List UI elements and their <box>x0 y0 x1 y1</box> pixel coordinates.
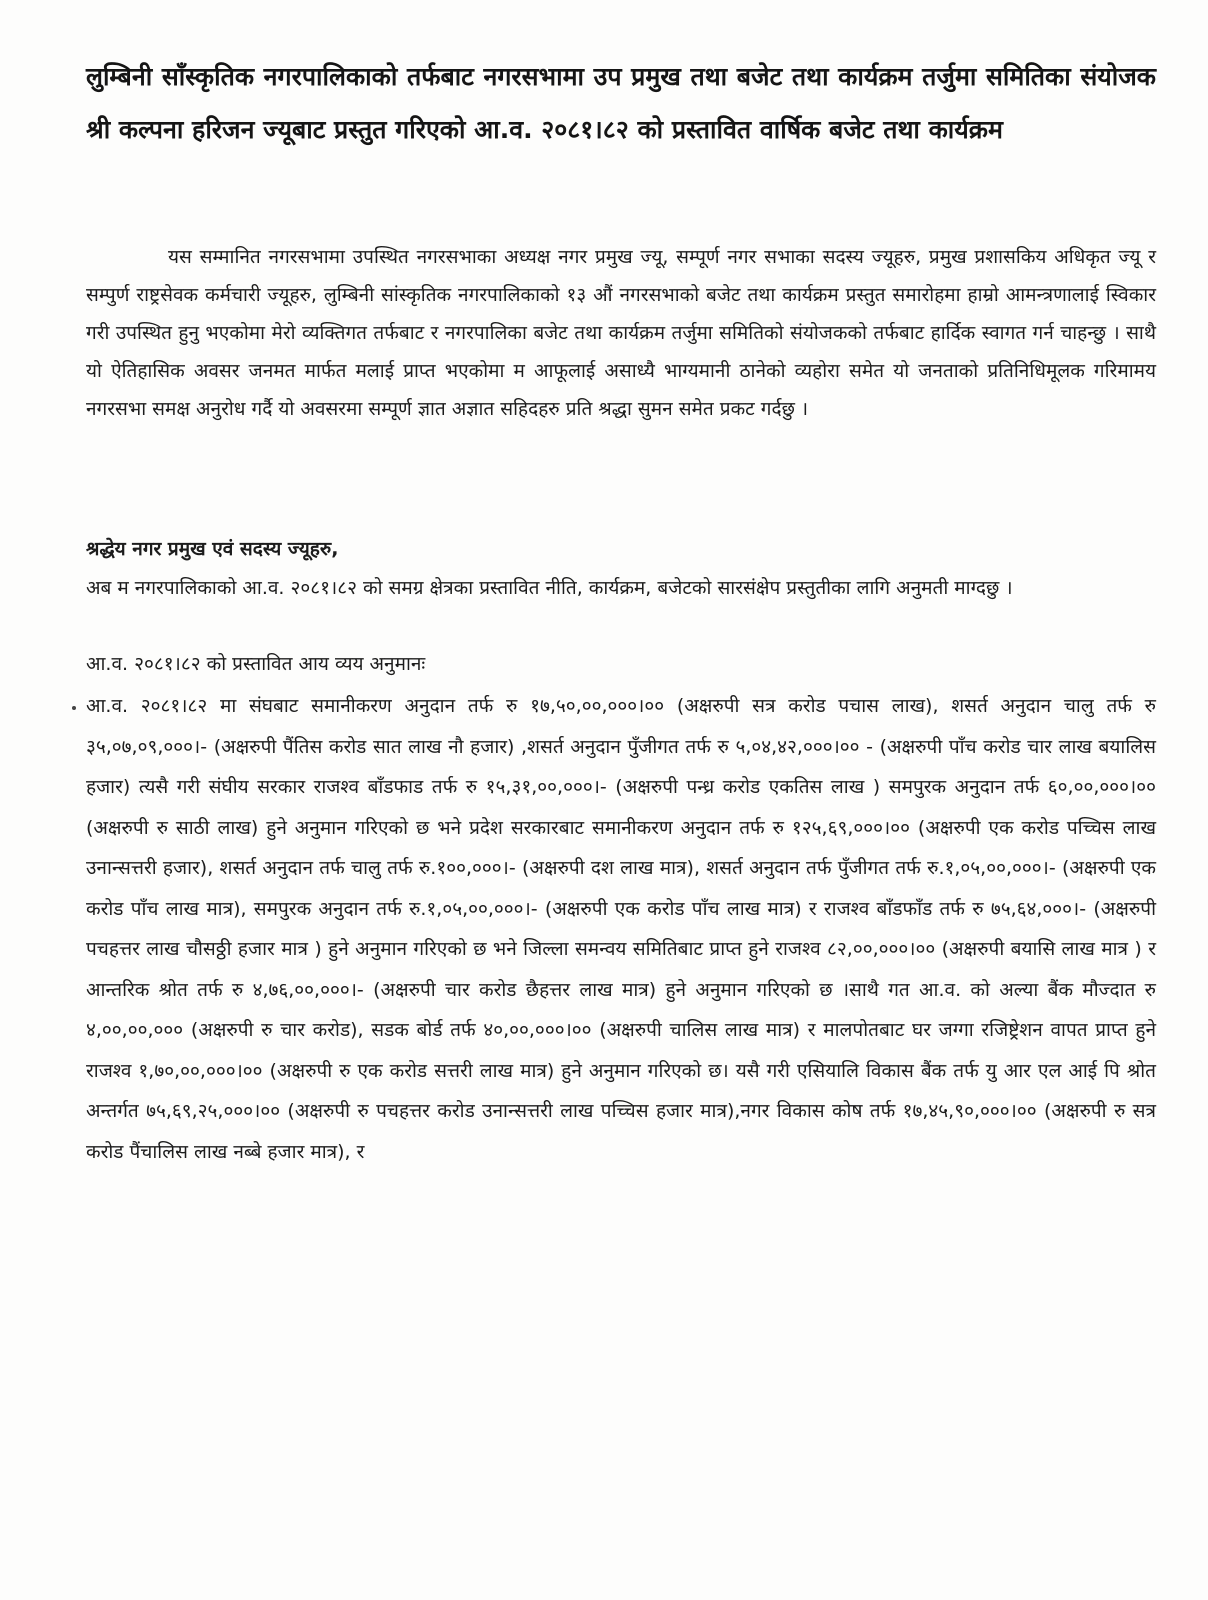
intro-paragraph: यस सम्मानित नगरसभामा उपस्थित नगरसभाका अध्यक्ष नगर प्रमुख ज्यू, सम्पूर्ण नगर सभाका सदस्य ज्यूहरु, प्रमुख प्रशासकिय अधिकृत ज्यू र सम्पुर्ण राष्ट्रसेवक कर्मचारी ज्यूहरु, लुम्बिनी सांस्कृतिक नगरपालिकाको १३ औं नगरसभाको बजेट तथा कार्यक्रम प्रस्तुत समारोहमा हाम्रो आमन्त्रणालाई स्विकार गरी उपस्थित हुनु भएकोमा मेरो व्यक्तिगत तर्फबाट र नगरपालिका बजेट तथा कार्यक्रम तर्जुमा समितिको संयोजकको तर्फबाट हार्दिक स्वागत गर्न चाहन्छु । साथै यो ऐतिहासिक अवसर जनमत मार्फत मलाई प्राप्त भएकोमा म आफूलाई असाध्यै भाग्यमानी ठानेको व्यहोरा समेत यो जनताको प्रतिनिधिमूलक गरिमामय नगरसभा समक्ष अनुरोध गर्दै यो अवसरमा सम्पूर्ण ज्ञात अज्ञात सहिदहरु प्रति श्रद्धा सुमन समेत प्रकट गर्दछु । <box>86 246 1156 420</box>
salutation-line: श्रद्धेय नगर प्रमुख एवं सदस्य ज्यूहरु, <box>86 538 339 560</box>
request-paragraph: अब म नगरपालिकाको आ.व. २०८१।८२ को समग्र क्षेत्रका प्रस्तावित नीति, कार्यक्रम, बजेटको सारसंक्षेप प्रस्तुतीका लागि अनुमती माग्दछु । <box>86 577 1013 599</box>
bullet-dot-icon <box>72 706 76 710</box>
estimate-paragraph: आ.व. २०८१।८२ मा संघबाट समानीकरण अनुदान तर्फ रु १७,५०,००,०००।०० (अक्षरुपी सत्र करोड पचास लाख), शसर्त अनुदान चालु तर्फ रु ३५,०७,०९,०००।- (अक्षरुपी पैंतिस करोड सात लाख नौ हजार) ,शसर्त अनुदान पुँजीगत तर्फ रु ५,०४,४२,०००।०० - (अक्षरुपी पाँच करोड चार लाख बयालिस हजार) त्यसै गरी संघीय सरकार राजश्व बाँडफाड तर्फ रु १५,३१,००,०००।- (अक्षरुपी पन्ध्र करोड एकतिस लाख ) समपुरक अनुदान तर्फ ६०,००,०००।०० (अक्षरुपी रु साठी लाख) हुने अनुमान गरिएको छ भने प्रदेश सरकारबाट समानीकरण अनुदान तर्फ रु १२५,६९,०००।०० (अक्षरुपी एक करोड पच्चिस लाख उनान्सत्तरी हजार), शसर्त अनुदान तर्फ चालु तर्फ रु.१००,०००।- (अक्षरुपी दश लाख मात्र), शसर्त अनुदान तर्फ पुँजीगत तर्फ रु.१,०५,००,०००।- (अक्षरुपी एक करोड पाँच लाख मात्र), समपुरक अनुदान तर्फ रु.१,०५,००,०००।- (अक्षरुपी एक करोड पाँच लाख मात्र) र राजश्व बाँडफाँड तर्फ रु ७५,६४,०००।- (अक्षरुपी पचहत्तर लाख चौसठ्ठी हजार मात्र ) हुने अनुमान गरिएको छ भने जिल्ला समन्वय समितिबाट प्राप्त हुने राजश्व ८२,००,०००।०० (अक्षरुपी बयासि लाख मात्र ) र आन्तरिक श्रोत तर्फ रु ४,७६,००,०००।- (अक्षरुपी चार करोड छैहत्तर लाख मात्र) हुने अनुमान गरिएको छ ।साथै गत आ.व. को अल्या बैंक मौज्दात रु ४,००,००,००० (अक्षरुपी रु चार करोड), सडक बोर्ड तर्फ ४०,००,०००।०० (अक्षरुपी चालिस लाख मात्र) र मालपोतबाट घर जग्गा रजिष्ट्रेशन वापत प्राप्त हुने राजश्व १,७०,००,०००।०० (अक्षरुपी रु एक करोड सत्तरी लाख मात्र) हुने अनुमान गरिएको छ। यसै गरी एसियालि विकास बैंक तर्फ यु आर एल आई पि श्रोत अन्तर्गत ७५,६९,२५,०००।०० (अक्षरुपी रु पचहत्तर करोड उनान्सत्तरी लाख पच्चिस हजार मात्र),नगर विकास कोष तर्फ १७,४५,९०,०००।०० (अक्षरुपी रु सत्र करोड पैंचालिस लाख नब्बे हजार मात्र), र <box>86 695 1156 1163</box>
document-title: लुम्बिनी साँस्कृतिक नगरपालिकाको तर्फबाट नगरसभामा उप प्रमुख तथा बजेट तथा कार्यक्रम तर्जुमा समितिका संयोजक श्री कल्पना हरिजन ज्यूबाट प्रस्तुत गरिएको आ.व. २०८१।८२ को प्रस्तावित वार्षिक बजेट तथा कार्यक्रम <box>86 62 1156 144</box>
estimate-heading: आ.व. २०८१।८२ को प्रस्तावित आय व्यय अनुमानः <box>86 653 426 675</box>
